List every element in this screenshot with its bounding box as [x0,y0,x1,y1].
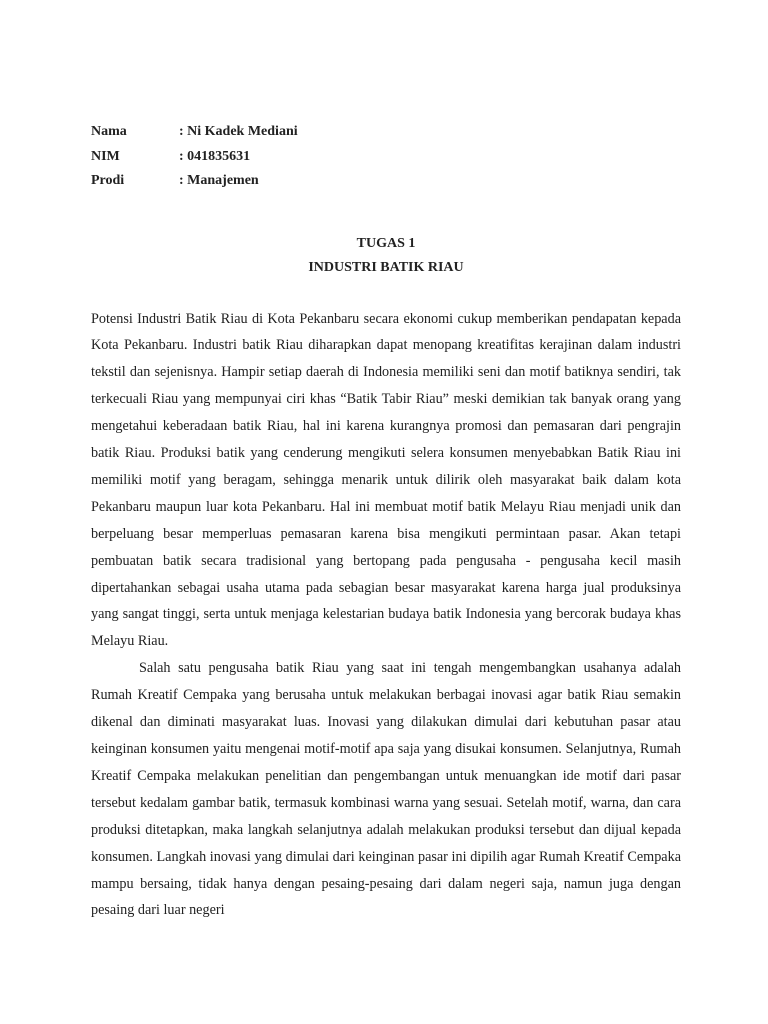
document-page [91,120,681,924]
info-row-prodi [91,169,681,194]
body-paragraph-1: Potensi Industri Batik Riau di Kota Pekanbaru secara ekonomi cukup memberikan pendapatan kepada Kota Pekanbaru. Industri batik Riau diharapkan dapat menopang kreatifitas kerajinan dalam industri tekstil dan sejenisnya. Hampir setiap daerah di Indonesia memiliki seni dan motif batiknya sendiri, tak terkecuali Riau yang mempunyai ciri khas “Batik Tabir Riau” meski demikian tak banyak orang yang mengetahui keberadaan batik Riau, hal ini karena kurangnya promosi dan pemasaran dari pengrajin batik Riau. Produksi batik yang cenderung mengikuti selera konsumen menyebabkan Batik Riau ini memiliki motif yang beragam, sehingga menarik untuk dilirik oleh masyarakat baik dalam kota Pekanbaru maupun luar kota Pekanbaru. Hal ini membuat motif batik Melayu Riau menjadi unik dan berpeluang besar memperluas pemasaran karena bisa mengikuti permintaan pasar. Akan tetapi pembuatan batik secara tradisional yang bertopang pada pengusaha - pengusaha kecil masih dipertahankan sebagai usaha utama pada sebagian besar masyarakat karena harga jual produksinya yang sangat tinggi, serta untuk menjaga kelestarian budaya batik Indonesia yang bercorak budaya khas Melayu Riau. [91,310,681,650]
info-label-prodi: Prodi [91,173,125,188]
info-value-nim: : 041835631 [179,148,251,164]
info-label-nama: Nama [91,124,127,139]
info-value-prodi: : Manajemen [179,173,259,188]
info-row-nim [91,145,681,170]
info-label-nim: NIM [91,148,120,164]
title-line-2: INDUSTRI BATIK RIAU [308,260,464,275]
info-value-nama: : Ni Kadek Mediani [179,124,298,139]
info-row-nama [91,120,681,145]
body-paragraph-2: Salah satu pengusaha batik Riau yang saat ini tengah mengembangkan usahanya adalah Rumah Kreatif Cempaka yang berusaha untuk melakukan berbagai inovasi agar batik Riau semakin dikenal dan diminati masyarakat luas. Inovasi yang dilakukan dimulai dari kebutuhan pasar atau keinginan konsumen yaitu mengenai motif-motif apa saja yang disukai konsumen. Selanjutnya, Rumah Kreatif Cempaka melakukan penelitian dan pengembangan untuk menuangkan ide motif dari pasar tersebut kedalam gambar batik, termasuk kombinasi warna yang sesuai. Setelah motif, warna, dan cara produksi ditetapkan, maka langkah selanjutnya adalah melakukan produksi tersebut dan dijual kepada konsumen. Langkah inovasi yang dimulai dari keinginan pasar ini dipilih agar Rumah Kreatif Cempaka mampu bersaing, tidak hanya dengan pesaing-pesaing dari dalam negeri saja, namun juga dengan pesaing dari luar negeri [91,660,681,919]
title-line-1: TUGAS 1 [356,235,416,251]
document-title [91,232,681,281]
student-info [91,120,681,194]
